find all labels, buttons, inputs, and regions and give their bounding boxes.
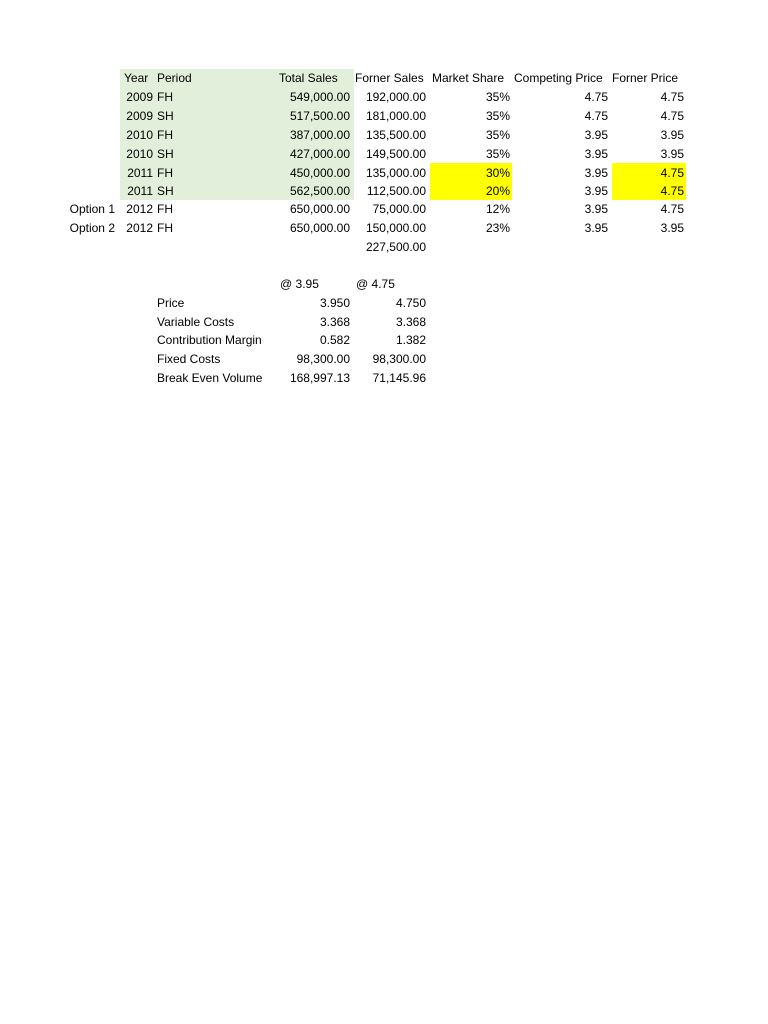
period-cell: FH xyxy=(157,221,173,235)
year-cell: 2012 xyxy=(126,221,153,235)
total-sales-cell: 650,000.00 xyxy=(289,221,350,235)
competing-price-cell: 3.95 xyxy=(584,166,608,180)
forner-price-cell: 4.75 xyxy=(660,90,684,104)
option-cell xyxy=(52,164,115,183)
competing-price-cell: 3.95 xyxy=(584,221,608,235)
break-even-row xyxy=(0,331,768,350)
break-even-value-2: 98,300.00 xyxy=(372,352,426,366)
period-cell: FH xyxy=(157,90,173,104)
break-even-value-2: 3.368 xyxy=(395,315,426,329)
year-cell: 2009 xyxy=(126,109,153,123)
forner-sales-cell: 149,500.00 xyxy=(365,147,426,161)
total-sales-cell: 650,000.00 xyxy=(289,202,350,216)
total-sales-cell: 562,500.00 xyxy=(289,184,350,198)
table-row xyxy=(0,164,768,183)
option-cell xyxy=(52,145,115,164)
header-year: Year xyxy=(124,71,149,85)
forner-sales-total: 227,500.00 xyxy=(365,240,426,254)
header-at-3-95: @ 3.95 xyxy=(280,277,319,291)
forner-price-cell: 4.75 xyxy=(660,184,684,198)
break-even-value-1: 3.368 xyxy=(319,315,350,329)
break-even-label: Fixed Costs xyxy=(157,352,221,366)
break-even-value-1: 0.582 xyxy=(319,333,350,347)
period-cell: SH xyxy=(157,109,174,123)
forner-price-cell: 4.75 xyxy=(660,166,684,180)
forner-sales-cell: 135,500.00 xyxy=(365,128,426,142)
market-share-cell: 35% xyxy=(485,128,510,142)
header-forner-sales: Forner Sales xyxy=(355,71,424,85)
period-cell: FH xyxy=(157,128,173,142)
header-total-sales: Total Sales xyxy=(279,71,338,85)
table-row xyxy=(0,107,768,126)
forner-sales-cell: 75,000.00 xyxy=(372,202,426,216)
break-even-value-1: 3.950 xyxy=(319,296,350,310)
forner-sales-cell: 181,000.00 xyxy=(365,109,426,123)
total-sales-cell: 517,500.00 xyxy=(289,109,350,123)
total-sales-cell: 387,000.00 xyxy=(289,128,350,142)
break-even-label: Price xyxy=(157,296,185,310)
table-row xyxy=(0,126,768,145)
break-even-row xyxy=(0,369,768,388)
total-sales-cell: 549,000.00 xyxy=(289,90,350,104)
break-even-header xyxy=(0,275,768,294)
forner-price-cell: 3.95 xyxy=(660,128,684,142)
break-even-row xyxy=(0,350,768,369)
table-row xyxy=(0,219,768,238)
market-share-cell: 23% xyxy=(485,221,510,235)
option-cell: Option 1 xyxy=(69,202,115,216)
period-cell: SH xyxy=(157,147,174,161)
header-market-share: Market Share xyxy=(432,71,505,85)
year-cell: 2010 xyxy=(126,128,153,142)
break-even-value-2: 1.382 xyxy=(395,333,426,347)
forner-sales-total-row xyxy=(0,238,768,257)
header-period: Period xyxy=(157,71,192,85)
forner-price-cell: 4.75 xyxy=(660,109,684,123)
sales-table-header xyxy=(0,69,768,88)
option-cell xyxy=(52,182,115,201)
header-competing-price: Competing Price xyxy=(514,71,603,85)
option-cell xyxy=(52,88,115,107)
market-share-cell: 20% xyxy=(485,184,510,198)
break-even-value-1: 98,300.00 xyxy=(296,352,350,366)
period-cell: FH xyxy=(157,166,173,180)
table-row xyxy=(0,88,768,107)
total-sales-cell: 450,000.00 xyxy=(289,166,350,180)
competing-price-cell: 4.75 xyxy=(584,109,608,123)
break-even-value-1: 168,997.13 xyxy=(289,371,350,385)
market-share-cell: 35% xyxy=(485,147,510,161)
total-sales-cell: 427,000.00 xyxy=(289,147,350,161)
year-cell: 2011 xyxy=(127,166,153,180)
break-even-row xyxy=(0,294,768,313)
option-cell: Option 2 xyxy=(69,221,115,235)
competing-price-cell: 3.95 xyxy=(584,202,608,216)
header-at-4-75: @ 4.75 xyxy=(356,277,395,291)
break-even-label: Variable Costs xyxy=(157,315,235,329)
option-cell xyxy=(52,107,115,126)
header-forner-price: Forner Price xyxy=(612,71,679,85)
period-cell: SH xyxy=(157,184,174,198)
forner-sales-cell: 150,000.00 xyxy=(365,221,426,235)
forner-price-cell: 3.95 xyxy=(660,221,684,235)
forner-sales-cell: 135,000.00 xyxy=(365,166,426,180)
forner-price-cell: 3.95 xyxy=(660,147,684,161)
table-row xyxy=(0,182,768,201)
market-share-cell: 35% xyxy=(485,109,510,123)
competing-price-cell: 3.95 xyxy=(584,147,608,161)
market-share-cell: 30% xyxy=(485,166,510,180)
break-even-value-2: 71,145.96 xyxy=(372,371,426,385)
table-row xyxy=(0,200,768,219)
year-cell: 2010 xyxy=(126,147,153,161)
break-even-label: Contribution Margin xyxy=(157,333,262,347)
market-share-cell: 35% xyxy=(485,90,510,104)
table-row xyxy=(0,145,768,164)
market-share-cell: 12% xyxy=(485,202,510,216)
forner-sales-cell: 192,000.00 xyxy=(365,90,426,104)
period-cell: FH xyxy=(157,202,173,216)
year-cell: 2009 xyxy=(126,90,153,104)
option-cell xyxy=(52,126,115,145)
forner-price-cell: 4.75 xyxy=(660,202,684,216)
competing-price-cell: 3.95 xyxy=(584,128,608,142)
competing-price-cell: 3.95 xyxy=(584,184,608,198)
forner-sales-cell: 112,500.00 xyxy=(366,184,426,198)
competing-price-cell: 4.75 xyxy=(584,90,608,104)
break-even-row xyxy=(0,313,768,332)
break-even-label: Break Even Volume xyxy=(157,371,263,385)
year-cell: 2012 xyxy=(126,202,153,216)
break-even-value-2: 4.750 xyxy=(395,296,426,310)
year-cell: 2011 xyxy=(127,184,153,198)
